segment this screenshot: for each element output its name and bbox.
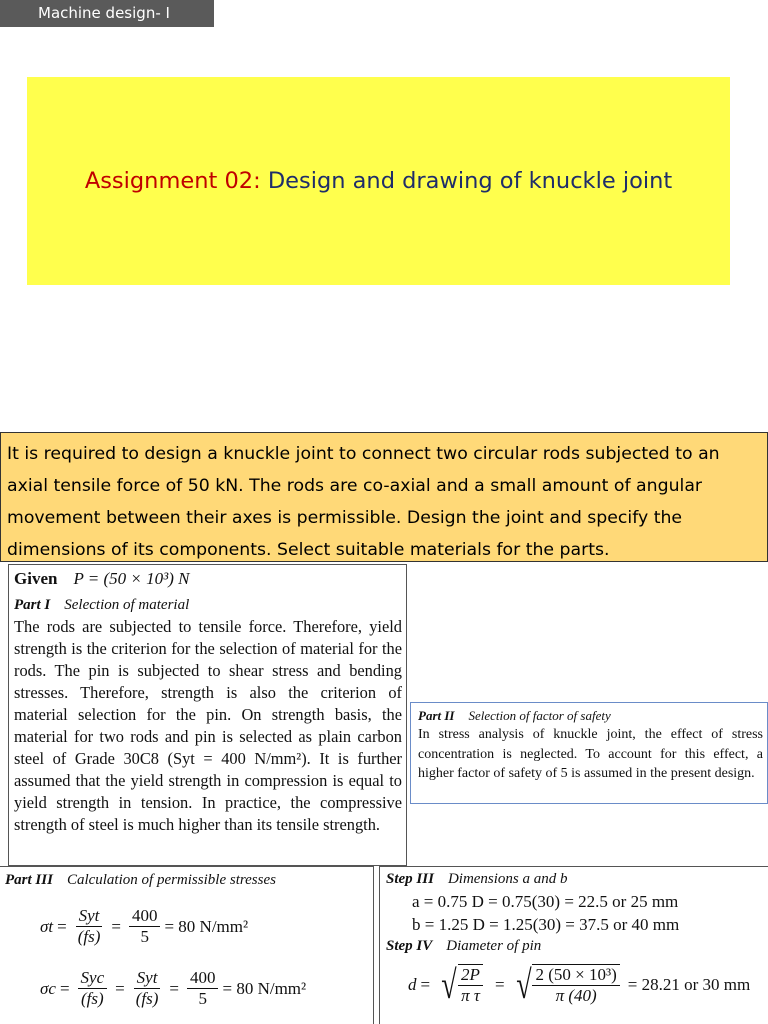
given-value: P = (50 × 10³) N: [73, 569, 190, 588]
step3-title: Dimensions a and b: [447, 871, 568, 887]
part1-title: Selection of material: [64, 597, 190, 613]
eq1-result: = 80 N/mm²: [164, 916, 249, 936]
eq1-num1: Syt: [76, 906, 103, 927]
part1-box: [8, 564, 407, 866]
eq2-result: = 80 N/mm²: [222, 978, 307, 998]
course-tag: Machine design- I: [0, 0, 214, 27]
tensile-stress-equation: σt = $\frac{\text{Syt}}{(fs)}$ = $\frac{400}{5}$ = 80 N/mm²: [40, 906, 249, 946]
part3-title: Calculation of permissible stresses: [66, 872, 276, 888]
assignment-title: Design and drawing of knuckle joint: [267, 168, 673, 194]
eq2-den1: (fs): [80, 989, 104, 1008]
problem-statement: It is required to design a knuckle joint to connect two circular rods subjected to an axial tensile force of 50 kN. The rods are co-axial and a small amount of angular movement between their axes is permissible. Design the joint and specify the dimensions of its components. Select suitable materials for the parts.: [0, 432, 768, 562]
eq2-num3: 400: [187, 968, 219, 989]
step3-line-a: a = 0.75 D = 0.75(30) = 22.5 or 25 mm: [412, 892, 679, 911]
step4-result: = 28.21 or 30 mm: [627, 975, 751, 994]
given-label: Given: [14, 569, 58, 588]
step4-num1: 2P: [458, 965, 483, 986]
part1-label: Part I: [14, 597, 51, 613]
eq2-den3: 5: [198, 989, 207, 1008]
eq2-num2: Syt: [134, 968, 161, 989]
step4-heading: [386, 936, 764, 957]
part2-label: Part II: [418, 708, 455, 723]
step3-label: Step III: [386, 871, 434, 887]
part2-body: In stress analysis of knuckle joint, the effect of stress concentration is neglected. To account for this effect, a higher factor of safety of 5 is assumed in the present design.: [418, 727, 763, 781]
part3-heading: [5, 870, 369, 891]
step3-heading: [386, 869, 764, 890]
part1-body: The rods are subjected to tensile force. Therefore, yield strength is the criterion for the selection of material for the rods. The pin is subjected to shear stress and bending stresses. Therefore, strength is also the criterion of material selection for the pin. On strength basis, the material for two rods and pin is selected as plain carbon steel of Grade 30C8 (Syt = 400 N/mm²). It is further assumed that the yield strength in compression is equal to yield strength in tension. In practice, the compressive strength of steel is much higher than its tensile strength.: [14, 617, 402, 834]
pin-diameter-equation: d = √ $\frac{2P}{\text{π τ}}$ = √ $\frac{\text{2 (50 × 10³)}}{\pi (40)}$ = 28.21 or 30 mm: [408, 962, 751, 1007]
part2-title: Selection of factor of safety: [468, 708, 611, 723]
sqrt-term-2: √ $\frac{\text{2 (50 × 10³)}}{\pi (40)}$: [513, 964, 624, 1006]
step4-den1: π τ: [461, 986, 480, 1005]
part3-label: Part III: [5, 872, 53, 888]
compressive-stress-equation: σc = $\frac{\text{Syc}}{(fs)}$ = $\frac{\text{Syt}}{(fs)}$ = $\frac{400}{5}$ = 80 N/mm²: [40, 968, 307, 1008]
given-line: [14, 568, 402, 590]
step4-lhs: d: [408, 975, 417, 994]
assignment-banner: [27, 77, 730, 285]
step4-title: Diameter of pin: [446, 938, 542, 954]
step4-den2: π (40): [555, 986, 597, 1005]
eq1-den1: (fs): [77, 927, 101, 946]
step3-line-b: b = 1.25 D = 1.25(30) = 37.5 or 40 mm: [412, 915, 680, 934]
assignment-number: Assignment 02:: [84, 168, 261, 194]
sqrt-term-1: √ $\frac{2P}{\text{π τ}}$: [438, 964, 487, 1006]
part1-heading: [14, 595, 402, 616]
step4-num2: 2 (50 × 10³): [532, 965, 619, 986]
eq1-num2: 400: [129, 906, 161, 927]
part2-heading: [418, 707, 763, 725]
part2-box: [410, 702, 768, 804]
eq1-den2: 5: [140, 927, 149, 946]
eq2-lhs: σc: [40, 978, 56, 998]
step4-label: Step IV: [386, 938, 433, 954]
eq2-den2: (fs): [135, 989, 159, 1008]
eq2-num1: Syc: [78, 968, 108, 989]
eq1-lhs: σt: [40, 916, 54, 936]
